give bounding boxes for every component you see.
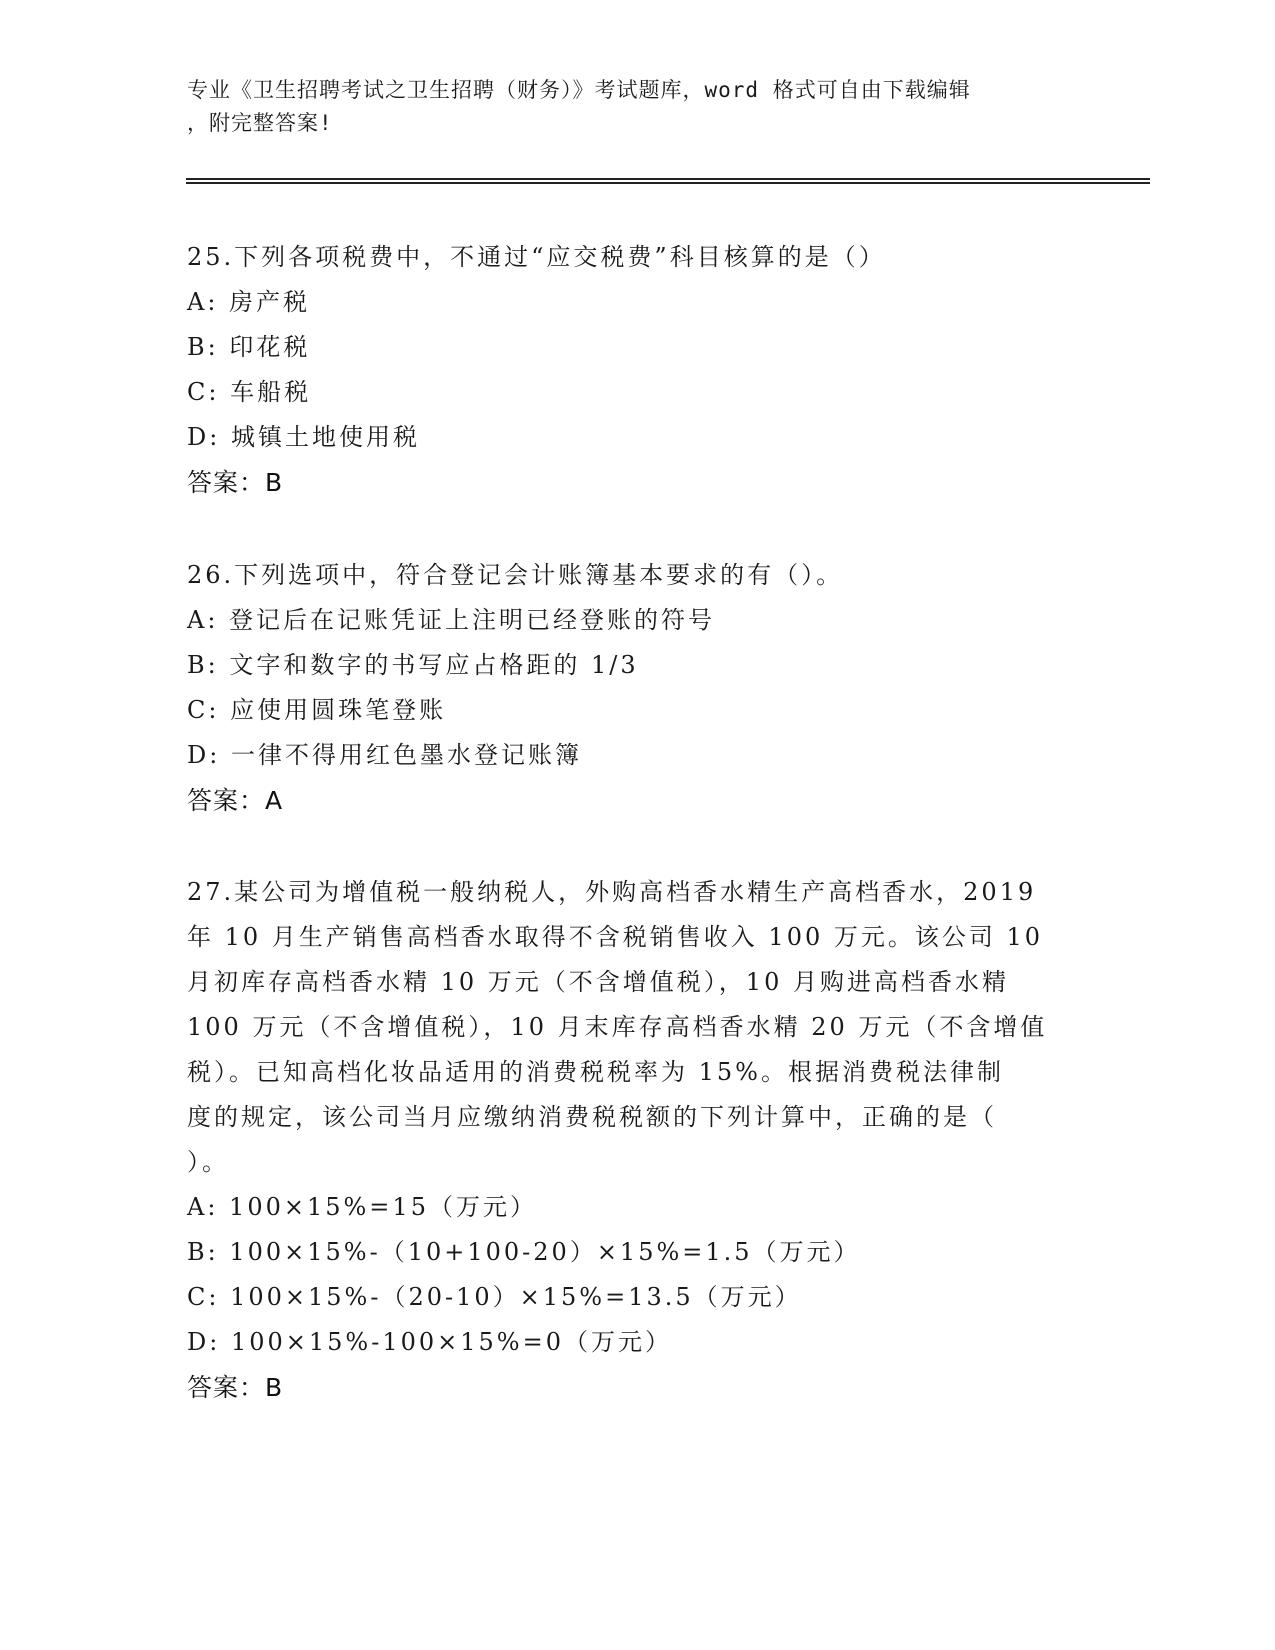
question-stem-line: 月初库存高档香水精 10 万元（不含增值税），10 月购进高档香水精 xyxy=(187,968,1009,996)
option-b: B: 文字和数字的书写应占格距的 1/3 xyxy=(187,651,639,679)
option-a: A: 房产税 xyxy=(187,288,311,316)
question-stem: 26.下列选项中，符合登记会计账簿基本要求的有（）。 xyxy=(187,561,844,589)
question-27 xyxy=(187,870,1087,1410)
header-line-1: 专业《卫生招聘考试之卫生招聘（财务）》考试题库，word 格式可自由下载编辑 xyxy=(187,78,971,102)
option-d: D: 100×15%-100×15%=0（万元） xyxy=(187,1328,672,1356)
option-a: A: 100×15%=15（万元） xyxy=(187,1193,537,1221)
question-stem-line: ）。 xyxy=(187,1148,229,1176)
question-26 xyxy=(187,553,1087,823)
header-line-2: ，附完整答案! xyxy=(187,111,333,135)
answer-label: 答案：B xyxy=(187,1373,284,1402)
header-note xyxy=(187,74,1067,140)
header-divider xyxy=(186,178,1150,184)
option-b: B: 印花税 xyxy=(187,333,311,361)
question-stem-line: 年 10 月生产销售高档香水取得不含税销售收入 100 万元。该公司 10 xyxy=(187,923,1044,951)
question-25 xyxy=(187,235,1087,505)
option-c: C: 100×15%-（20-10）×15%=13.5（万元） xyxy=(187,1283,802,1311)
question-stem-line: 100 万元（不含增值税），10 月末库存高档香水精 20 万元（不含增值 xyxy=(187,1013,1048,1041)
option-c: C: 应使用圆珠笔登账 xyxy=(187,696,447,724)
option-a: A: 登记后在记账凭证上注明已经登账的符号 xyxy=(187,606,716,634)
option-d: D: 城镇土地使用税 xyxy=(187,423,420,451)
question-stem-line: 税）。已知高档化妆品适用的消费税税率为 15%。根据消费税法律制 xyxy=(187,1058,1004,1086)
question-stem: 25.下列各项税费中，不通过“应交税费”科目核算的是（） xyxy=(187,243,886,271)
option-b: B: 100×15%-（10+100-20）×15%=1.5（万元） xyxy=(187,1238,861,1266)
answer-label: 答案：A xyxy=(187,786,284,815)
answer-label: 答案：B xyxy=(187,468,284,497)
option-d: D: 一律不得用红色墨水登记账簿 xyxy=(187,741,582,769)
question-stem-line: 27.某公司为增值税一般纳税人，外购高档香水精生产高档香水，2019 xyxy=(187,878,1037,906)
question-stem-line: 度的规定，该公司当月应缴纳消费税税额的下列计算中，正确的是（ xyxy=(187,1103,997,1131)
option-c: C: 车船税 xyxy=(187,378,312,406)
